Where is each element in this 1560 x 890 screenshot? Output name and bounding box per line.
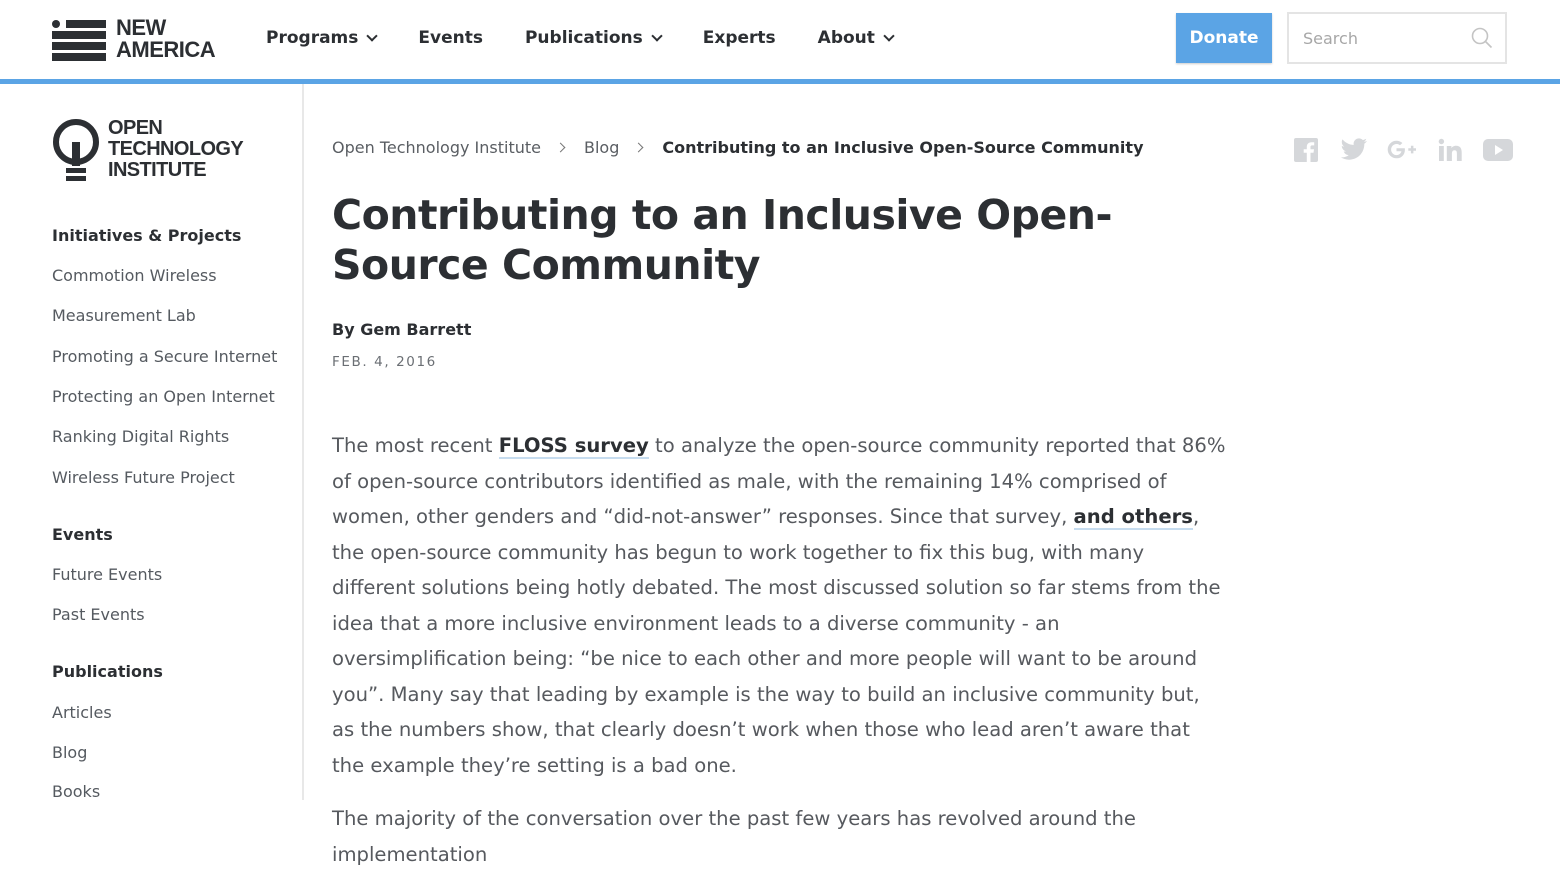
sidebar-link-measurement-lab[interactable]: Measurement Lab [52,306,196,325]
floss-survey-link[interactable]: FLOSS survey [498,434,649,457]
sidebar-link-blog[interactable]: Blog [52,743,88,762]
article-title: Contributing to an Inclusive Open-Source Community [332,191,1112,289]
chevron-right-icon [556,143,566,153]
sidebar-link-future-events[interactable]: Future Events [52,565,163,584]
youtube-icon[interactable] [1484,136,1512,164]
social-links [1292,136,1532,164]
oti-logo[interactable] [52,118,252,184]
nav-experts[interactable]: Experts [702,28,776,48]
new-america-logo[interactable] [52,16,222,62]
sidebar-link-secure-internet[interactable]: Promoting a Secure Internet [52,347,278,366]
new-america-logo-text: NEW AMERICA [116,15,216,62]
article-paragraph: The most recent FLOSS survey to analyze the open-source community reported that 86% of open-source contributors identified as male, with the remaining 14% comprised of women, other genders and “did-not-answer” responses. Since that survey, and others, the open-source community has begun to work together to fix this bug, with many different solutions being hotly debated. The most discussed solution so far stems from the idea that a more inclusive environment leads to a diverse community - an oversimplification being: “be nice to each other and more people will want to be around you”. Many say that leading by example is the way to build an inclusive community but, as the numbers show, that clearly doesn’t work when those who lead aren’t aware that the example they’re setting is a bad one. [332,434,1226,777]
new-america-logo-mark [52,18,108,60]
oti-logo-text: OPEN TECHNOLOGY INSTITUTE [108,117,244,181]
breadcrumb-item-blog[interactable]: Blog [583,138,620,157]
sidebar-link-past-events[interactable]: Past Events [52,605,145,624]
chevron-right-icon [634,143,644,153]
sidebar-link-articles[interactable]: Articles [52,703,112,722]
breadcrumb [332,138,1144,157]
lightbulb-logo-icon [52,118,102,182]
nav-programs[interactable]: Programs [266,28,376,48]
twitter-icon[interactable] [1340,136,1368,164]
nav-publications[interactable]: Publications [525,28,661,48]
article-paragraph: The majority of the conversation over the past few years has revolved around the implementation [332,807,1136,866]
article-body [332,428,1227,890]
search-icon[interactable] [1471,27,1493,49]
chevron-down-icon [651,30,662,41]
sidebar-link-ranking-digital-rights[interactable]: Ranking Digital Rights [52,427,230,446]
article-date: FEB. 4, 2016 [332,354,437,370]
donate-button[interactable]: Donate [1176,13,1272,63]
sidebar-heading-initiatives[interactable]: Initiatives & Projects [52,226,242,245]
sidebar-link-commotion-wireless[interactable]: Commotion Wireless [52,266,217,285]
nav-about[interactable]: About [818,28,893,48]
sidebar-heading-publications[interactable]: Publications [52,662,163,681]
search-input[interactable] [1303,26,1463,50]
article-byline[interactable]: By Gem Barrett [332,320,472,339]
chevron-down-icon [883,30,894,41]
linkedin-icon[interactable] [1436,136,1464,164]
chevron-down-icon [367,30,378,41]
nav-events[interactable]: Events [418,28,483,48]
google-plus-icon[interactable] [1388,136,1416,164]
breadcrumb-item-oti[interactable]: Open Technology Institute [332,138,541,157]
sidebar-heading-events[interactable]: Events [52,525,113,544]
sidebar-link-books[interactable]: Books [52,782,101,801]
site-header [0,0,1560,80]
and-others-link[interactable]: and others [1073,505,1193,528]
facebook-icon[interactable] [1292,136,1320,164]
main-nav [266,0,935,76]
sidebar-link-open-internet[interactable]: Protecting an Open Internet [52,387,275,406]
breadcrumb-current: Contributing to an Inclusive Open-Source Community [662,138,1144,157]
sidebar-link-wireless-future[interactable]: Wireless Future Project [52,468,235,487]
search-box[interactable] [1287,12,1507,64]
